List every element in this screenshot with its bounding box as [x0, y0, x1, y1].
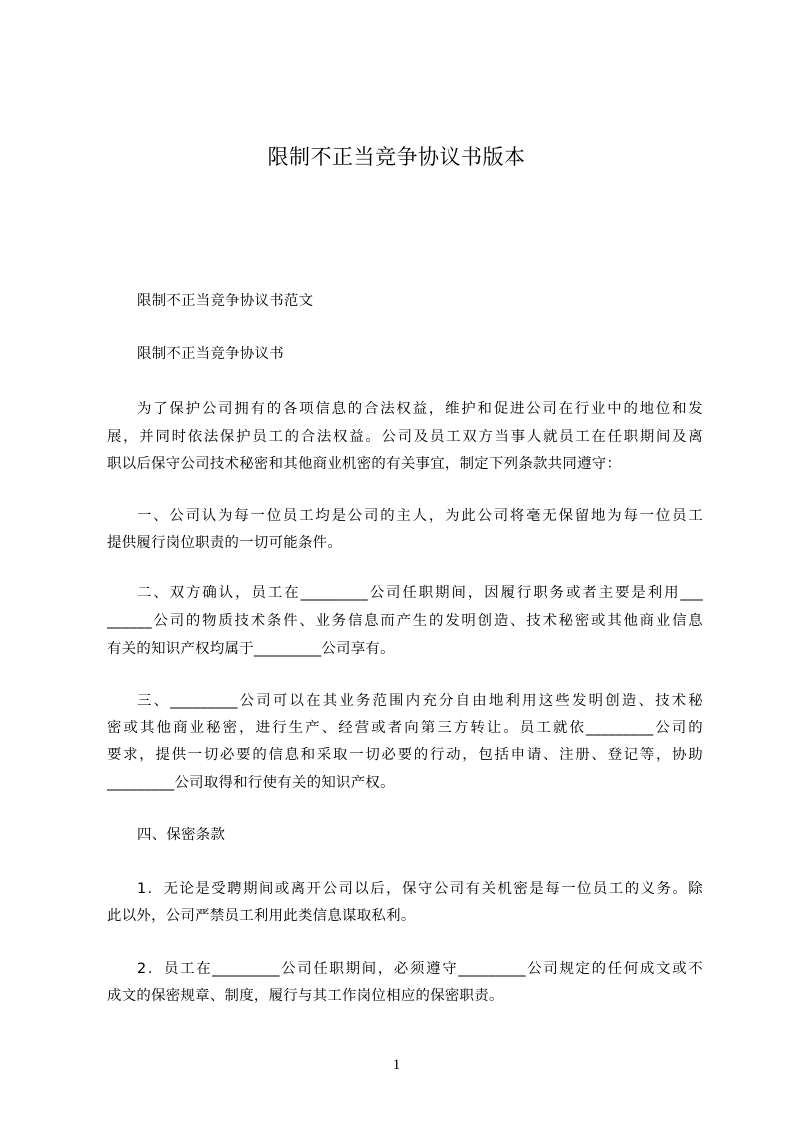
paragraph-line: 提供履行岗位职责的一切可能条件。: [107, 535, 343, 551]
paragraph-line: 密或其他商业秘密，进行生产、经营或者向第三方转让。员工就依_________公司的: [107, 720, 703, 736]
document-title: 限制不正当竞争协议书版本: [267, 145, 526, 169]
paragraph-line: 此以外，公司严禁员工利用此类信息谋取私利。: [107, 908, 416, 924]
paragraph-line: 展，并同时依法保护员工的合法权益。公司及员工双方当事人就员工在任职期间及离: [107, 429, 703, 445]
paragraph-line: _________公司取得和行使有关的知识产权。: [107, 775, 395, 791]
paragraph-line: 1．无论是受聘期间或离开公司以后，保守公司有关机密是每一位员工的义务。除: [137, 881, 703, 897]
paragraph-line: 为了保护公司拥有的各项信息的合法权益，维护和促进公司在行业中的地位和发: [137, 401, 703, 417]
paragraph-line: 2．员工在_________公司任职期间，必须遵守_________公司规定的任何成文或不: [137, 961, 703, 977]
paragraph-line: 成文的保密规章、制度，履行与其工作岗位相应的保密职责。: [107, 988, 504, 1004]
paragraph-line: 职以后保守公司技术秘密和其他商业机密的有关事宜，制定下列条款共同遵守：: [107, 456, 622, 472]
page-number: 1: [392, 1057, 401, 1073]
subheading-sample-text: 限制不正当竞争协议书范文: [137, 293, 314, 309]
paragraph-line: 二、双方确认，员工在_________公司任职期间，因履行职务或者主要是利用___: [137, 585, 703, 601]
paragraph-line: ______公司的物质技术条件、业务信息而产生的发明创造、技术秘密或其他商业信息: [107, 613, 703, 629]
paragraph-line: 一、公司认为每一位员工均是公司的主人，为此公司将毫无保留地为每一位员工: [137, 508, 703, 524]
subheading-agreement: 限制不正当竞争协议书: [137, 346, 284, 362]
paragraph-line: 有关的知识产权均属于_________公司享有。: [107, 641, 395, 657]
section-4-heading: 四、保密条款: [137, 827, 226, 843]
paragraph-line: 三、_________公司可以在其业务范围内充分自由地利用这些发明创造、技术秘: [137, 693, 703, 709]
paragraph-line: 要求，提供一切必要的信息和采取一切必要的行动，包括申请、注册、登记等，协助: [107, 747, 703, 763]
